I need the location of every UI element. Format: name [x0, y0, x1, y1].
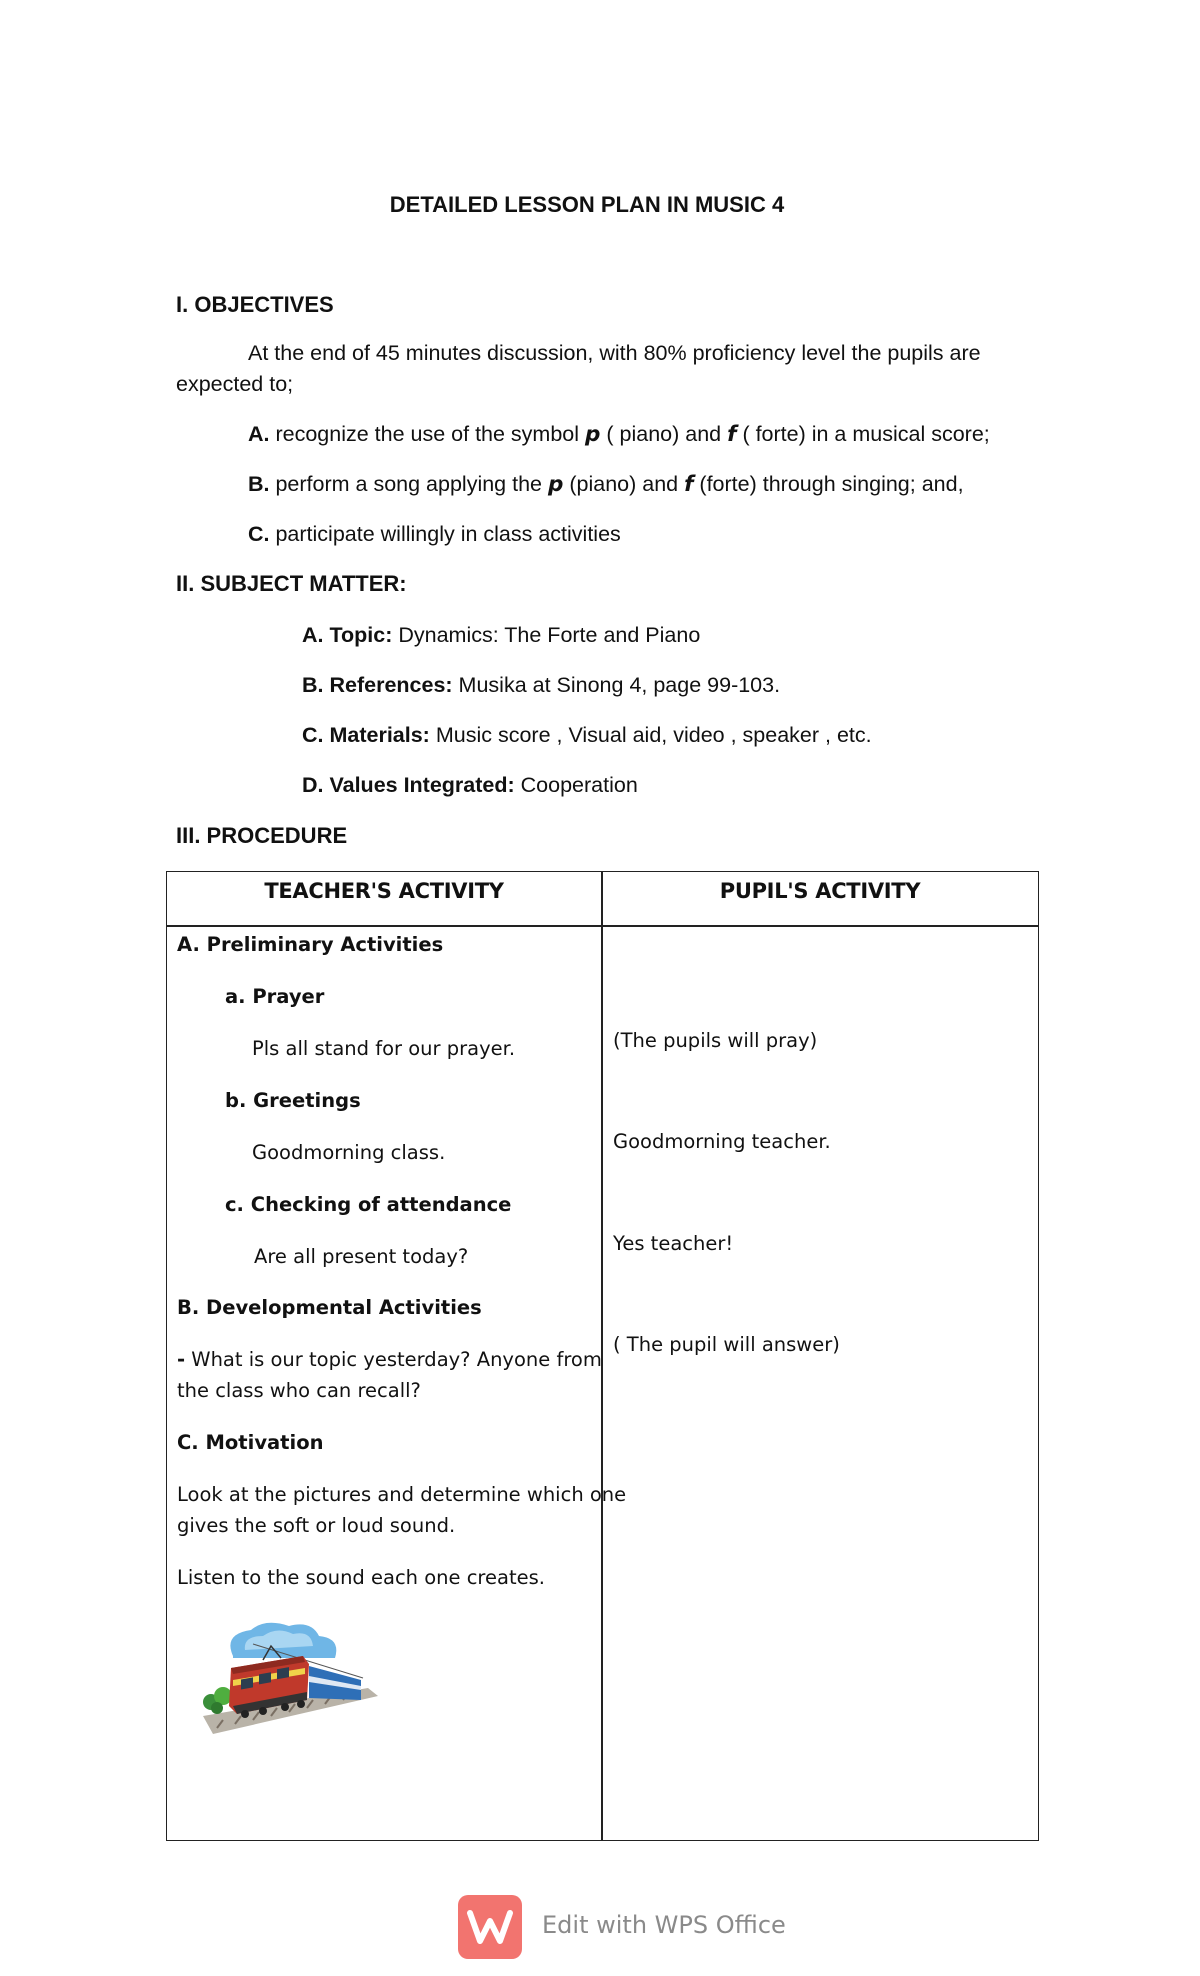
- developmental-question-line1: [177, 1348, 602, 1371]
- objective-c-letter: C.: [248, 522, 270, 546]
- objective-c-text: participate willingly in class activities: [269, 522, 621, 546]
- motivation-line1: Look at the pictures and determine which one: [177, 1483, 627, 1506]
- subject-materials-label: C. Materials:: [302, 723, 430, 747]
- objective-a: [248, 419, 990, 450]
- dash: -: [177, 1348, 186, 1371]
- subject-references-value: Musika at Sinong 4, page 99-103.: [452, 673, 781, 697]
- pupil-prayer: (The pupils will pray): [613, 1029, 818, 1052]
- prayer-text: Pls all stand for our prayer.: [252, 1037, 516, 1060]
- subject-materials-value: Music score , Visual aid, video , speaker , etc.: [429, 723, 872, 747]
- piano-symbol: p: [547, 472, 564, 497]
- attendance-label: c. Checking of attendance: [225, 1193, 512, 1216]
- pupil-column-header: PUPIL'S ACTIVITY: [719, 879, 921, 903]
- greetings-text: Goodmorning class.: [252, 1141, 446, 1164]
- pupil-attendance: Yes teacher!: [613, 1232, 734, 1255]
- subject-topic-label: A. Topic:: [302, 623, 393, 647]
- objective-b-text-1: perform a song applying the: [269, 472, 548, 496]
- objective-a-text-1: recognize the use of the symbol: [269, 422, 586, 446]
- developmental-question-line2: the class who can recall?: [177, 1379, 421, 1402]
- train-illustration: [193, 1616, 383, 1744]
- forte-symbol: f: [727, 422, 737, 447]
- objective-a-letter: A.: [248, 422, 270, 446]
- motivation-line2: gives the soft or loud sound.: [177, 1514, 456, 1537]
- subject-topic: [302, 620, 700, 651]
- developmental-activities: B. Developmental Activities: [177, 1296, 482, 1319]
- objective-b: [248, 469, 964, 500]
- table-header-divider: [167, 925, 1038, 927]
- document-title: DETAILED LESSON PLAN IN MUSIC 4: [389, 192, 785, 217]
- subject-values-value: Cooperation: [514, 773, 638, 797]
- objectives-intro-line2: expected to;: [176, 372, 294, 396]
- procedure-table: [166, 871, 1039, 1841]
- forte-symbol: f: [684, 472, 694, 497]
- pupil-answer: ( The pupil will answer): [613, 1333, 840, 1356]
- objective-b-letter: B.: [248, 472, 270, 496]
- pupil-greeting: Goodmorning teacher.: [613, 1130, 831, 1153]
- objectives-intro-line1: At the end of 45 minutes discussion, with 80% proficiency level the pupils are: [248, 341, 981, 365]
- teacher-column-header: TEACHER'S ACTIVITY: [264, 879, 504, 903]
- subject-matter-heading: II. SUBJECT MATTER:: [176, 571, 407, 596]
- subject-references-label: B. References:: [302, 673, 453, 697]
- greetings-label: b. Greetings: [225, 1089, 361, 1112]
- subject-materials: [302, 720, 872, 751]
- motivation-label: C. Motivation: [177, 1431, 324, 1454]
- procedure-heading: III. PROCEDURE: [176, 823, 348, 848]
- objective-b-text-3: (forte) through singing; and,: [693, 472, 964, 496]
- objective-b-text-2: (piano) and: [563, 472, 685, 496]
- subject-values-label: D. Values Integrated:: [302, 773, 515, 797]
- objective-a-text-3: ( forte) in a musical score;: [736, 422, 990, 446]
- wps-logo-icon: [458, 1895, 522, 1959]
- objective-c: [248, 519, 621, 550]
- objectives-heading: I. OBJECTIVES: [176, 292, 334, 317]
- piano-symbol: p: [585, 422, 601, 447]
- objective-a-text-2: ( piano) and: [600, 422, 728, 446]
- wps-edit-banner[interactable]: [458, 1895, 786, 1959]
- prayer-label: a. Prayer: [225, 985, 325, 1008]
- preliminary-activities: A. Preliminary Activities: [177, 933, 444, 956]
- subject-topic-value: Dynamics: The Forte and Piano: [392, 623, 701, 647]
- attendance-text: Are all present today?: [254, 1245, 469, 1268]
- subject-values: [302, 770, 638, 801]
- subject-references: [302, 670, 780, 701]
- developmental-question-text: What is our topic yesterday? Anyone from: [185, 1348, 602, 1371]
- listen-instruction: Listen to the sound each one creates.: [177, 1566, 545, 1589]
- wps-edit-text: Edit with WPS Office: [542, 1911, 786, 1939]
